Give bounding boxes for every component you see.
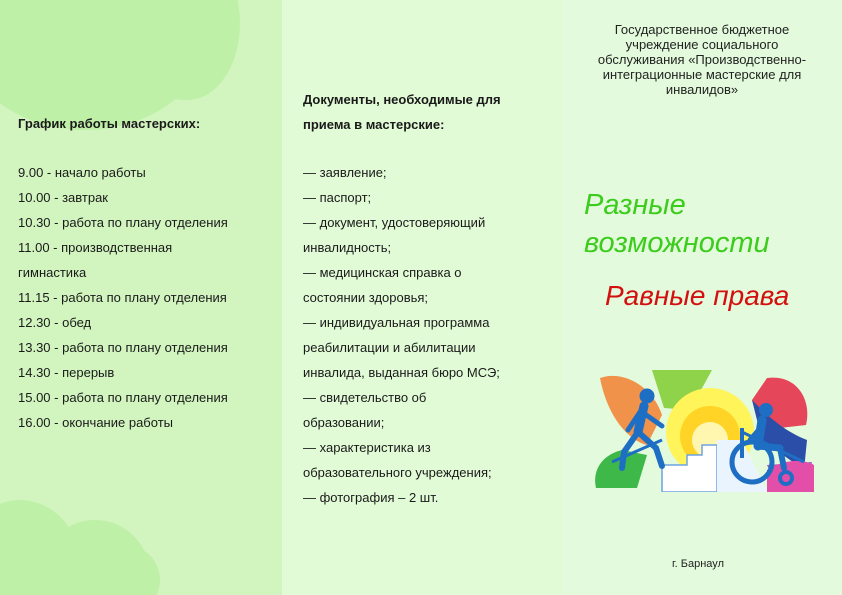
- slogan-line: возможности: [584, 227, 770, 259]
- schedule-item: 11.00 - производственная: [18, 240, 173, 255]
- documents-heading-line: приема в мастерские:: [303, 117, 445, 132]
- org-line: обслуживания «Производственно-: [597, 52, 807, 67]
- documents-panel: [282, 0, 562, 595]
- slogan-line: Разные: [584, 189, 686, 221]
- schedule-item: 16.00 - окончание работы: [18, 415, 173, 430]
- document-item: образовательного учреждения;: [303, 465, 492, 480]
- document-item: — заявление;: [303, 165, 387, 180]
- schedule-item: 11.15 - работа по плану отделения: [18, 290, 227, 305]
- documents-heading-line: Документы, необходимые для: [303, 92, 501, 107]
- document-item: — документ, удостоверяющий: [303, 215, 486, 230]
- city-label: г. Барнаул: [672, 558, 724, 570]
- orange-petal: [600, 376, 662, 445]
- schedule-item: 12.30 - обед: [18, 315, 92, 330]
- schedule-item: 10.30 - работа по плану отделения: [18, 215, 228, 230]
- schedule-item: 10.00 - завтрак: [18, 190, 108, 205]
- slogan-equal-rights: Равные права: [605, 280, 790, 311]
- document-item: — фотография – 2 шт.: [303, 490, 439, 505]
- schedule-heading: График работы мастерских:: [18, 116, 201, 131]
- documents-list: [303, 160, 500, 510]
- document-item: состоянии здоровья;: [303, 290, 429, 305]
- schedule-list: [18, 160, 228, 435]
- document-item: образовании;: [303, 415, 385, 430]
- documents-heading: [303, 87, 501, 137]
- document-item: инвалида, выданная бюро МСЭ;: [303, 365, 500, 380]
- cover-panel: [562, 0, 842, 595]
- organization-name: [572, 22, 832, 97]
- schedule-item: 13.30 - работа по плану отделения: [18, 340, 228, 355]
- accessibility-logo-icon: [592, 370, 814, 492]
- org-line: Государственное бюджетное: [614, 22, 790, 37]
- org-line: интеграционные мастерские для: [602, 67, 802, 82]
- org-line: учреждение социального: [625, 37, 779, 52]
- schedule-item: 9.00 - начало работы: [18, 165, 146, 180]
- slogan-different-abilities: [584, 186, 770, 262]
- schedule-item: 14.30 - перерыв: [18, 365, 115, 380]
- org-line: инвалидов»: [665, 82, 739, 97]
- document-item: — характеристика из: [303, 440, 431, 455]
- document-item: — индивидуальная программа: [303, 315, 490, 330]
- document-item: — свидетельство об: [303, 390, 427, 405]
- schedule-item: 15.00 - работа по плану отделения: [18, 390, 228, 405]
- document-item: реабилитации и абилитации: [303, 340, 476, 355]
- document-item: инвалидность;: [303, 240, 392, 255]
- schedule-panel: [0, 0, 282, 595]
- document-item: — паспорт;: [303, 190, 372, 205]
- schedule-item: гимнастика: [18, 265, 87, 280]
- document-item: — медицинская справка о: [303, 265, 462, 280]
